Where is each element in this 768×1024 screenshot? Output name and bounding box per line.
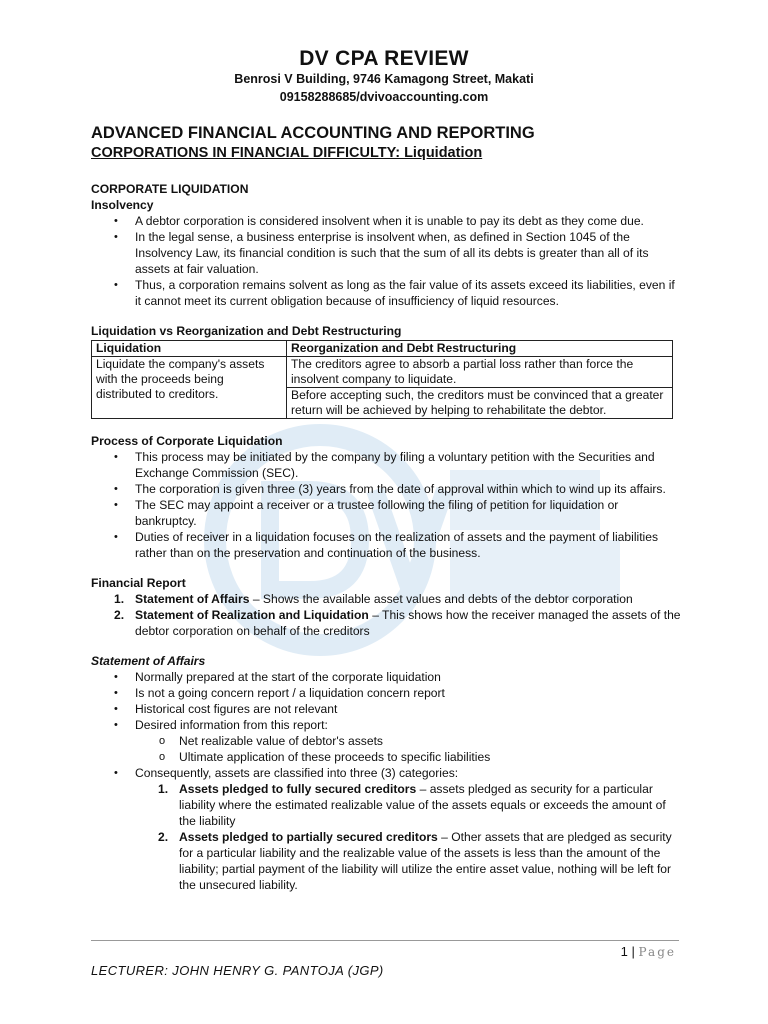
table-cell: The creditors agree to absorb a partial loss rather than force the insolvent company to liquidate. [287, 357, 673, 388]
section-heading-comparison: Liquidation vs Reorganization and Debt Restructuring [91, 324, 402, 338]
section-heading-statement-of-affairs: Statement of Affairs [91, 654, 206, 668]
list-item: 1. Statement of Affairs – Shows the available asset values and debts of the debtor corporation [114, 592, 633, 606]
list-item: • In the legal sense, a business enterprise is insolvent when, as defined in Section 1045 of the Insolvency Law, its financial condition is such that the sum of all its debts is greater than all of its assets at fair valuation. [135, 229, 681, 277]
section-heading-corporate-liquidation: CORPORATE LIQUIDATION [91, 182, 249, 196]
list-item: • Historical cost figures are not relevant [135, 701, 681, 717]
document-subtitle: CORPORATIONS IN FINANCIAL DIFFICULTY: Liquidation [91, 145, 483, 161]
table-header-row [92, 341, 673, 357]
table-header-reorganization: Reorganization and Debt Restructuring [287, 341, 673, 357]
process-list [91, 449, 681, 561]
list-item: 1. Assets pledged to fully secured creditors – assets pledged as security for a particular liability where the estimated realizable value of the assets equals or exceeds the amount of the liability [158, 782, 666, 828]
org-address: Benrosi V Building, 9746 Kamagong Street, Makati [234, 72, 534, 86]
lecturer-footer: LECTURER: JOHN HENRY G. PANTOJA (JGP) [91, 963, 384, 978]
list-item: • The corporation is given three (3) years from the date of approval within which to wind up its affairs. [135, 481, 681, 497]
org-name: DV CPA REVIEW [299, 47, 469, 70]
desired-info-list [135, 733, 681, 765]
list-item: • This process may be initiated by the company by filing a voluntary petition with the Securities and Exchange Commission (SEC). [135, 449, 681, 481]
comparison-table [91, 340, 673, 419]
list-item: 2. Assets pledged to partially secured creditors – Other assets that are pledged as security for a particular liability and the realizable value of the assets is less than the amount of the liability; partial payment of the liability will utilize the entire asset value, nothing will be left for the unsecured liability. [158, 830, 672, 892]
subheading-insolvency: Insolvency [91, 198, 154, 212]
table-row [92, 357, 673, 388]
footer-divider [91, 940, 679, 941]
list-item: • Thus, a corporation remains solvent as long as the fair value of its assets exceed its liabilities, even if it cannot meet its current obligation because of insufficiency of liquid resources. [135, 277, 681, 309]
list-item: • Normally prepared at the start of the corporate liquidation [135, 669, 681, 685]
document-body [91, 181, 681, 893]
list-item: • Is not a going concern report / a liquidation concern report [135, 685, 681, 701]
list-item: • Desired information from this report: o Net realizable value of debtor's assets o Ultimate application of these proceeds to specific liabilities [135, 717, 681, 765]
page-number: 1 | Page [620, 944, 676, 959]
section-heading-process: Process of Corporate Liquidation [91, 434, 283, 448]
asset-categories-list [135, 781, 681, 893]
list-item: 2. Statement of Realization and Liquidation – This shows how the receiver managed the assets of the debtor corporation on behalf of the creditors [114, 608, 681, 638]
list-item: o Ultimate application of these proceeds to specific liabilities [179, 749, 681, 765]
list-item: • A debtor corporation is considered insolvent when it is unable to pay its debt as they come due. [135, 213, 681, 229]
soa-list [91, 669, 681, 893]
financial-report-list [91, 591, 681, 639]
table-header-liquidation: Liquidation [92, 341, 287, 357]
insolvency-list [91, 213, 681, 309]
list-item: • Consequently, assets are classified into three (3) categories: 1. Assets pledged to fully secured creditors – assets pledged as security for a particular liability where the estimated realizable value of the assets equals or exceeds the amount of the liability 2. Assets pledged to partially secured creditors – Other assets that are pledged as security for a particular liability and the realizable value of the assets is less than the amount of the liability; partial payment of the liability will utilize the entire asset value, nothing will be left for the unsecured liability. [135, 765, 681, 893]
list-item: • The SEC may appoint a receiver or a trustee following the filing of petition for liquidation or bankruptcy. [135, 497, 681, 529]
table-cell: Before accepting such, the creditors must be convinced that a greater return will be achieved by helping to rehabilitate the debtor. [287, 388, 673, 419]
org-contact: 09158288685/dvivoaccounting.com [279, 90, 489, 104]
list-item: o Net realizable value of debtor's assets [179, 733, 681, 749]
list-item: • Duties of receiver in a liquidation focuses on the realization of assets and the payment of liabilities rather than on the preservation and continuation of the business. [135, 529, 681, 561]
document-title: ADVANCED FINANCIAL ACCOUNTING AND REPORTING [91, 124, 535, 142]
section-heading-financial-report: Financial Report [91, 576, 186, 590]
table-cell: Liquidate the company's assets with the proceeds being distributed to creditors. [92, 357, 287, 419]
